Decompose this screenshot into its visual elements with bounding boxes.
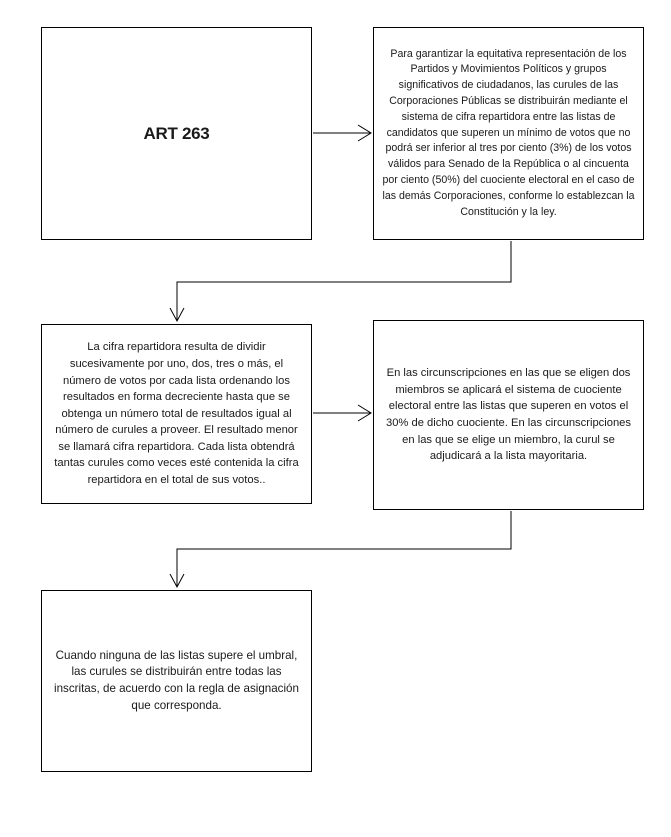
art-263-box xyxy=(41,27,312,240)
umbral-text: Cuando ninguna de las listas supere el umbral, las curules se distribuirán entre todas las inscritas, de acuerdo con la regla de asignación que corresponda. xyxy=(54,648,299,712)
art-263-title: ART 263 xyxy=(143,123,210,143)
equitable-representation-box xyxy=(373,27,644,240)
cifra-repartidora-text: La cifra repartidora resulta de dividir sucesivamente por uno, dos, tres o más, el número de votos por cada lista ordenando los resultados en forma decreciente hasta que se obtenga un número total de resultados igual al número de curules a proveer. El resultado menor se llamará cifra repartidora. Cada lista obtendrá tantas curules como veces esté contenida la cifra repartidora en el total de sus votos.. xyxy=(54,341,299,487)
equitable-representation-text: Para garantizar la equitativa representación de los Partidos y Movimientos Políticos y grupos significativos de ciudadanos, las curules de las Corporaciones Públicas se distribuirán mediante el sistema de cifra repartidora entre las listas de candidatos que superen un mínimo de votos que no podrá ser inferior al tres por ciento (3%) de los votos válidos para Senado de la República o al cincuenta por ciento (50%) del cuociente electoral en el caso de las demás Corporaciones, conforme lo establezcan la Constitución y la ley. xyxy=(382,47,635,218)
connector-circ-to-umbral xyxy=(177,511,511,586)
umbral-box xyxy=(41,590,312,772)
connector-text-to-cifra xyxy=(177,241,511,320)
circunscripciones-box xyxy=(373,320,644,510)
cifra-repartidora-box xyxy=(41,324,312,504)
circunscripciones-text: En las circunscripciones en las que se eligen dos miembros se aplicará el sistema de cuociente electoral entre las listas que superen en votos el 30% de dicho cuociente. En las circunscripciones en las que se elige un miembro, la curul se adjudicará a la lista mayoritaria. xyxy=(385,367,632,463)
